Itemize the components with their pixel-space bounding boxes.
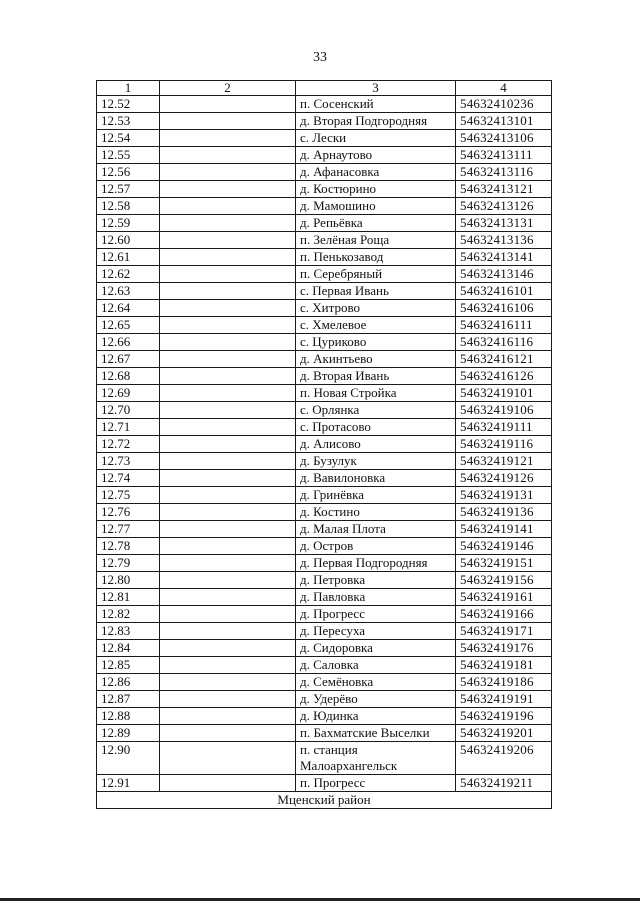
oktmo-code-cell: 54632419131 [456, 487, 552, 504]
row-number-cell: 12.53 [97, 113, 160, 130]
settlement-name-cell: с. Орлянка [296, 402, 456, 419]
row-empty-cell [160, 419, 296, 436]
settlement-name-cell: д. Костино [296, 504, 456, 521]
row-number-cell: 12.90 [97, 742, 160, 775]
header-cell-2: 2 [160, 81, 296, 96]
table-row [97, 164, 552, 181]
oktmo-code-cell: 54632416101 [456, 283, 552, 300]
row-number-cell: 12.80 [97, 572, 160, 589]
table-row [97, 538, 552, 555]
row-number-cell: 12.85 [97, 657, 160, 674]
settlements-table [96, 80, 552, 809]
row-empty-cell [160, 300, 296, 317]
table-row [97, 130, 552, 147]
row-empty-cell [160, 283, 296, 300]
row-number-cell: 12.72 [97, 436, 160, 453]
row-empty-cell [160, 555, 296, 572]
row-empty-cell [160, 708, 296, 725]
table-row [97, 657, 552, 674]
row-empty-cell [160, 181, 296, 198]
header-cell-1: 1 [97, 81, 160, 96]
oktmo-code-cell: 54632413131 [456, 215, 552, 232]
row-number-cell: 12.52 [97, 96, 160, 113]
oktmo-code-cell: 54632413106 [456, 130, 552, 147]
settlement-name-cell: д. Юдинка [296, 708, 456, 725]
settlement-name-cell: д. Мамошино [296, 198, 456, 215]
row-number-cell: 12.82 [97, 606, 160, 623]
settlement-name-cell: д. Вавилоновка [296, 470, 456, 487]
table-row [97, 402, 552, 419]
row-empty-cell [160, 504, 296, 521]
row-empty-cell [160, 436, 296, 453]
row-number-cell: 12.61 [97, 249, 160, 266]
settlement-name-cell: с. Лески [296, 130, 456, 147]
header-cell-3: 3 [296, 81, 456, 96]
row-empty-cell [160, 385, 296, 402]
settlement-name-cell: п. Пенькозавод [296, 249, 456, 266]
table-row [97, 266, 552, 283]
row-number-cell: 12.69 [97, 385, 160, 402]
row-number-cell: 12.75 [97, 487, 160, 504]
oktmo-code-cell: 54632419101 [456, 385, 552, 402]
oktmo-code-cell: 54632419126 [456, 470, 552, 487]
row-number-cell: 12.74 [97, 470, 160, 487]
table-row [97, 96, 552, 113]
table-row [97, 419, 552, 436]
row-empty-cell [160, 640, 296, 657]
table-row [97, 470, 552, 487]
table-row [97, 232, 552, 249]
oktmo-code-cell: 54632413101 [456, 113, 552, 130]
row-number-cell: 12.83 [97, 623, 160, 640]
row-empty-cell [160, 317, 296, 334]
settlement-name-cell: д. Гринёвка [296, 487, 456, 504]
row-empty-cell [160, 674, 296, 691]
table-row [97, 606, 552, 623]
settlement-name-cell: д. Удерёво [296, 691, 456, 708]
row-number-cell: 12.70 [97, 402, 160, 419]
oktmo-code-cell: 54632416111 [456, 317, 552, 334]
row-empty-cell [160, 742, 296, 775]
settlement-name-cell: д. Саловка [296, 657, 456, 674]
settlement-name-cell: п. Прогресс [296, 775, 456, 792]
oktmo-code-cell: 54632410236 [456, 96, 552, 113]
row-empty-cell [160, 538, 296, 555]
row-number-cell: 12.60 [97, 232, 160, 249]
table-row [97, 674, 552, 691]
table-row [97, 215, 552, 232]
oktmo-code-cell: 54632419111 [456, 419, 552, 436]
settlement-name-cell: д. Остров [296, 538, 456, 555]
table-row [97, 147, 552, 164]
oktmo-code-cell: 54632419206 [456, 742, 552, 775]
row-number-cell: 12.78 [97, 538, 160, 555]
oktmo-code-cell: 54632419151 [456, 555, 552, 572]
row-number-cell: 12.66 [97, 334, 160, 351]
row-number-cell: 12.88 [97, 708, 160, 725]
oktmo-code-cell: 54632419146 [456, 538, 552, 555]
table-row [97, 504, 552, 521]
row-number-cell: 12.67 [97, 351, 160, 368]
row-empty-cell [160, 657, 296, 674]
oktmo-code-cell: 54632419171 [456, 623, 552, 640]
settlement-name-cell: д. Вторая Ивань [296, 368, 456, 385]
row-empty-cell [160, 215, 296, 232]
table-row [97, 589, 552, 606]
row-empty-cell [160, 470, 296, 487]
row-number-cell: 12.59 [97, 215, 160, 232]
row-number-cell: 12.65 [97, 317, 160, 334]
oktmo-code-cell: 54632419106 [456, 402, 552, 419]
row-empty-cell [160, 606, 296, 623]
settlement-name-cell: д. Афанасовка [296, 164, 456, 181]
table-row [97, 640, 552, 657]
oktmo-code-cell: 54632419201 [456, 725, 552, 742]
row-number-cell: 12.91 [97, 775, 160, 792]
oktmo-code-cell: 54632419211 [456, 775, 552, 792]
row-empty-cell [160, 402, 296, 419]
settlement-name-cell: д. Вторая Подгородняя [296, 113, 456, 130]
oktmo-code-cell: 54632419166 [456, 606, 552, 623]
table-row [97, 775, 552, 792]
oktmo-code-cell: 54632413146 [456, 266, 552, 283]
table-row [97, 113, 552, 130]
row-number-cell: 12.57 [97, 181, 160, 198]
settlement-name-cell: д. Костюрино [296, 181, 456, 198]
table-row [97, 487, 552, 504]
settlement-name-cell: д. Бузулук [296, 453, 456, 470]
row-empty-cell [160, 691, 296, 708]
settlement-name-cell: п. Зелёная Роща [296, 232, 456, 249]
row-empty-cell [160, 351, 296, 368]
oktmo-code-cell: 54632419116 [456, 436, 552, 453]
row-number-cell: 12.56 [97, 164, 160, 181]
table-row [97, 317, 552, 334]
oktmo-code-cell: 54632413126 [456, 198, 552, 215]
table-row [97, 334, 552, 351]
row-empty-cell [160, 130, 296, 147]
table-row [97, 283, 552, 300]
settlement-name-cell: п. Бахматские Выселки [296, 725, 456, 742]
settlement-name-cell: д. Петровка [296, 572, 456, 589]
row-empty-cell [160, 147, 296, 164]
row-empty-cell [160, 164, 296, 181]
page-bottom-border [0, 898, 640, 901]
table-row [97, 181, 552, 198]
oktmo-code-cell: 54632413116 [456, 164, 552, 181]
row-number-cell: 12.63 [97, 283, 160, 300]
oktmo-code-cell: 54632419186 [456, 674, 552, 691]
settlement-name-cell: д. Семёновка [296, 674, 456, 691]
oktmo-code-cell: 54632416116 [456, 334, 552, 351]
table-row [97, 351, 552, 368]
section-heading-row [97, 792, 552, 809]
row-empty-cell [160, 623, 296, 640]
table-row [97, 385, 552, 402]
row-number-cell: 12.76 [97, 504, 160, 521]
row-empty-cell [160, 266, 296, 283]
row-number-cell: 12.62 [97, 266, 160, 283]
row-empty-cell [160, 334, 296, 351]
table-row [97, 623, 552, 640]
row-number-cell: 12.54 [97, 130, 160, 147]
row-number-cell: 12.87 [97, 691, 160, 708]
settlement-name-cell: п. станция Малоархангельск [296, 742, 456, 775]
row-empty-cell [160, 232, 296, 249]
table-row [97, 555, 552, 572]
settlement-name-cell: п. Новая Стройка [296, 385, 456, 402]
table-row [97, 725, 552, 742]
settlement-name-cell: п. Сосенский [296, 96, 456, 113]
row-empty-cell [160, 198, 296, 215]
row-number-cell: 12.73 [97, 453, 160, 470]
settlement-name-cell: с. Цуриково [296, 334, 456, 351]
row-empty-cell [160, 572, 296, 589]
oktmo-code-cell: 54632413111 [456, 147, 552, 164]
settlement-name-cell: д. Первая Подгородняя [296, 555, 456, 572]
table-row [97, 249, 552, 266]
table-row [97, 368, 552, 385]
settlement-name-cell: с. Хитрово [296, 300, 456, 317]
table-row [97, 691, 552, 708]
row-number-cell: 12.55 [97, 147, 160, 164]
settlement-name-cell: с. Протасово [296, 419, 456, 436]
row-empty-cell [160, 775, 296, 792]
section-heading: Мценский район [97, 792, 552, 809]
settlement-name-cell: д. Акинтьево [296, 351, 456, 368]
row-number-cell: 12.86 [97, 674, 160, 691]
settlement-name-cell: с. Хмелевое [296, 317, 456, 334]
settlement-name-cell: п. Серебряный [296, 266, 456, 283]
table-row [97, 708, 552, 725]
row-number-cell: 12.71 [97, 419, 160, 436]
oktmo-code-cell: 54632419181 [456, 657, 552, 674]
oktmo-code-cell: 54632419161 [456, 589, 552, 606]
row-number-cell: 12.64 [97, 300, 160, 317]
settlement-name-cell: д. Малая Плота [296, 521, 456, 538]
table-row [97, 742, 552, 775]
table-row [97, 436, 552, 453]
row-number-cell: 12.81 [97, 589, 160, 606]
table-row [97, 198, 552, 215]
oktmo-code-cell: 54632413136 [456, 232, 552, 249]
oktmo-code-cell: 54632416126 [456, 368, 552, 385]
table-row [97, 572, 552, 589]
table-row [97, 453, 552, 470]
row-number-cell: 12.58 [97, 198, 160, 215]
table-row [97, 521, 552, 538]
oktmo-code-cell: 54632416121 [456, 351, 552, 368]
settlement-name-cell: д. Пересуха [296, 623, 456, 640]
table-row [97, 300, 552, 317]
row-number-cell: 12.79 [97, 555, 160, 572]
oktmo-code-cell: 54632419136 [456, 504, 552, 521]
settlement-name-cell: д. Репьёвка [296, 215, 456, 232]
row-number-cell: 12.68 [97, 368, 160, 385]
settlement-name-cell: д. Алисово [296, 436, 456, 453]
oktmo-code-cell: 54632419156 [456, 572, 552, 589]
row-empty-cell [160, 96, 296, 113]
settlement-name-cell: д. Павловка [296, 589, 456, 606]
settlement-name-cell: д. Сидоровка [296, 640, 456, 657]
oktmo-code-cell: 54632413141 [456, 249, 552, 266]
row-number-cell: 12.89 [97, 725, 160, 742]
row-empty-cell [160, 368, 296, 385]
row-empty-cell [160, 113, 296, 130]
settlement-name-cell: д. Арнаутово [296, 147, 456, 164]
settlement-name-cell: с. Первая Ивань [296, 283, 456, 300]
row-empty-cell [160, 725, 296, 742]
oktmo-code-cell: 54632416106 [456, 300, 552, 317]
oktmo-code-cell: 54632419191 [456, 691, 552, 708]
oktmo-code-cell: 54632419121 [456, 453, 552, 470]
row-empty-cell [160, 589, 296, 606]
header-cell-4: 4 [456, 81, 552, 96]
oktmo-code-cell: 54632419141 [456, 521, 552, 538]
page-number: 33 [313, 50, 327, 65]
row-number-cell: 12.84 [97, 640, 160, 657]
oktmo-code-cell: 54632419196 [456, 708, 552, 725]
settlement-name-cell: д. Прогресс [296, 606, 456, 623]
oktmo-code-cell: 54632413121 [456, 181, 552, 198]
row-number-cell: 12.77 [97, 521, 160, 538]
row-empty-cell [160, 453, 296, 470]
table-header-row [97, 81, 552, 96]
row-empty-cell [160, 487, 296, 504]
row-empty-cell [160, 249, 296, 266]
oktmo-code-cell: 54632419176 [456, 640, 552, 657]
row-empty-cell [160, 521, 296, 538]
